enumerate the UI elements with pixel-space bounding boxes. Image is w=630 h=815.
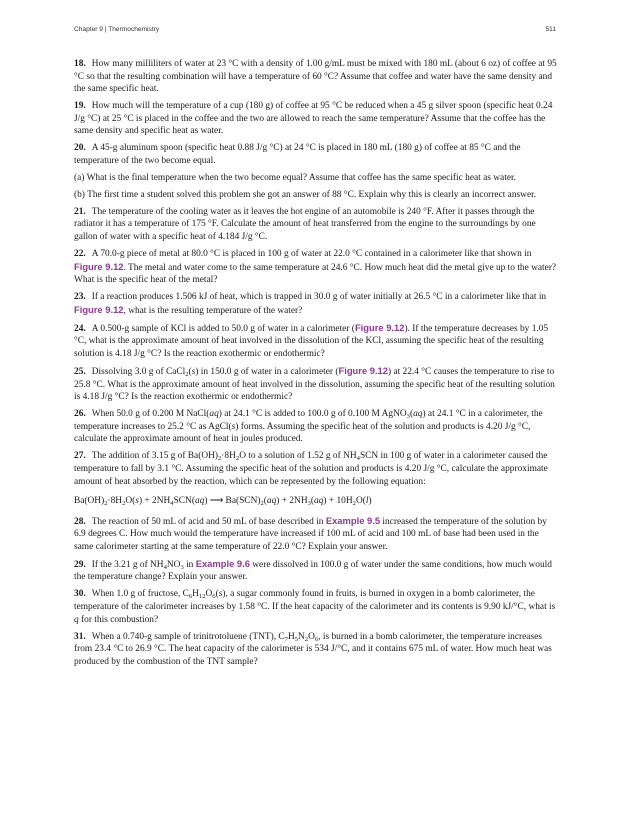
exercise-text: A 45-g aluminum spoon (specific heat 0.88 J/g °C) at 24 °C is placed in 180 mL (180 g) of coffee at 85 °C and the temperature of the two become equal. [74,143,521,166]
exercise-number: 19. [74,101,86,112]
example-link[interactable]: Example 9.6 [195,557,250,569]
example-link[interactable]: Example 9.5 [325,514,381,526]
exercise-number: 28. [74,516,86,527]
chemical-equation: $Ba(OH)_2\cdot 8H_2O(s) + 2NH_4SCN(aq)$ ⟶ $Ba(SCN)_2(aq) + 2NH_3(aq) + 10H_2O(l)$ [74,496,372,508]
exercise-number: 22. [74,249,86,260]
exercise-27: 27. The addition of 3.15 g of $Ba(OH)_2\cdot 8H_2O$ to a solution of 1.52 g of $NH_4SCN$ in 100 g of water in a calorimeter caused the temperature to fall by 3.1 °C. Assuming the specific heat of the solution and products is 4.20 J/g °C, calculate the approximate amount of heat absorbed by the reaction, which can be represented by the following equation: [74,451,548,487]
exercise-30: 30. When 1.0 g of fructose, $C_6H_{12}O_6(s)$, a sugar commonly found in fruits, is burned in oxygen in a bomb calorimeter, the temperature of the calorimeter increases by 1.58 °C. If the heat capacity of the calorimeter and its contents is 9.90 kJ/°C, what is q for this combustion? [74,589,556,625]
exercise-18 [74,58,558,96]
chapter-title: Chapter 9 | Thermochemistry [74,26,160,33]
exercise-text: How many milliliters of water at 23 °C with a density of 1.00 g/mL must be mixed with 180 mL (about 6 oz) of coffee at 95 °C so that the resulting combination will have a temperature of 60 °C? Assume that coffee and water have the same density and the same specific heat. [74,59,557,95]
exercise-number: 31. [74,631,86,642]
exercise-number: 18. [74,59,86,69]
exercise-20a: (a) What is the final temperature when the two become equal? Assume that coffee has the same specific heat as water. [74,172,516,183]
exercise-number: 21. [74,206,86,217]
exercise-24: 24. A 0.500-g sample of KCl is added to 50.0 g of water in a calorimeter (Figure 9.12). If the temperature decreases by 1.05 °C, what is the approximate amount of heat involved in the dissolution of the KCl, assuming the specific heat of the resulting solution is 4.18 J/g °C? Is the reaction exothermic or endothermic? [74,321,549,359]
exercise-text: The temperature of the cooling water as it leaves the hot engine of an automobile is 240 °F. After it passes through the radiator it has a temperature of 175 °F. Calculate the amount of heat transferred from the engine to the surroundings by one gallon of water with a specific heat of 4.184 J/g °C. [74,206,536,243]
figure-link[interactable]: Figure 9.12 [354,321,405,333]
exercise-28: 28. The reaction of 50 mL of acid and 50 mL of base described in Example 9.5 increased the temperature of the solution by 6.9 degrees C. How much would the temperature have increased if 100 mL of acid and 100 mL of base had been used in the same calorimeter starting at the same temperature of 22.0 °C? Explain your answer. [74,514,547,552]
figure-link[interactable]: Figure 9.12 [74,303,124,315]
exercise-20b: (b) The first time a student solved this problem she got an answer of 88 °C. Explain why this is clearly an incorrect answer. [74,189,537,200]
figure-link[interactable]: Figure 9.12 [74,260,124,272]
exercise-number: 29. [74,559,86,570]
exercise-number: 24. [74,323,86,334]
exercise-number: 26. [74,409,86,420]
exercise-number: 27. [74,451,86,462]
exercise-23: 23. If a reaction produces 1.506 kJ of heat, which is trapped in 30.0 g of water initially at 26.5 °C in a calorimeter like that in Figure 9.12, what is the resulting temperature of the water? [74,292,547,316]
exercise-26: 26. When 50.0 g of 0.200 M NaCl(aq) at 24.1 °C is added to 100.0 g of 0.100 M AgNO$_3$(aq) at 24.1 °C in a calorimeter, the temperature increases to 25.2 °C as AgCl(s) forms. Assuming the specific heat of the solution and products is 4.20 J/g °C, calculate the approximate amount of heat in joules produced. [74,409,543,445]
figure-link[interactable]: Figure 9.12 [338,364,388,376]
exercise-number: 20. [74,143,86,154]
exercise-25: 25. Dissolving 3.0 g of CaCl$_2$(s) in 150.0 g of water in a calorimeter (Figure 9.12) at 22.4 °C causes the temperature to rise to 25.8 °C. What is the approximate amount of heat involved in the dissolution, assuming the specific heat of the resulting solution is 4.18 J/g °C? Is the reaction exothermic or endothermic? [74,364,555,403]
exercise-list [74,58,558,673]
exercise-22: 22. A 70.0-g piece of metal at 80.0 °C is placed in 100 g of water at 22.0 °C contained in a calorimeter like that shown in Figure 9.12. The metal and water come to the same temperature at 24.6 °C. How much heat did the metal give up to the water? What is the specific heat of the metal? [74,249,557,286]
exercise-number: 25. [74,366,86,377]
exercise-29: 29. If the 3.21 g of $NH_4NO_3$ in Example 9.6 were dissolved in 100.0 g of water under the same conditions, how much would the temperature change? Explain your answer. [74,557,552,583]
exercise-text: How much will the temperature of a cup (180 g) of coffee at 95 °C be reduced when a 45 g silver spoon (specific heat 0.24 J/g °C) at 25 °C is placed in the coffee and the two are allowed to reach the same temperature? Assume that the coffee has the same density and specific heat as water. [74,101,553,137]
exercise-31: 31. When a 0.740-g sample of trinitrotoluene (TNT), $C_7H_5N_2O_6$, is burned in a bomb calorimeter, the temperature increases from 23.4 °C to 26.9 °C. The heat capacity of the calorimeter is 534 J/°C, and it contains 675 mL of water. How much heat was produced by the combustion of the TNT sample? [74,631,552,667]
exercise-19 [74,100,558,138]
exercise-number: 23. [74,292,86,303]
exercise-21 [74,206,558,244]
exercise-20 [74,142,558,167]
page-number: 511 [545,26,556,33]
exercise-number: 30. [74,589,86,600]
